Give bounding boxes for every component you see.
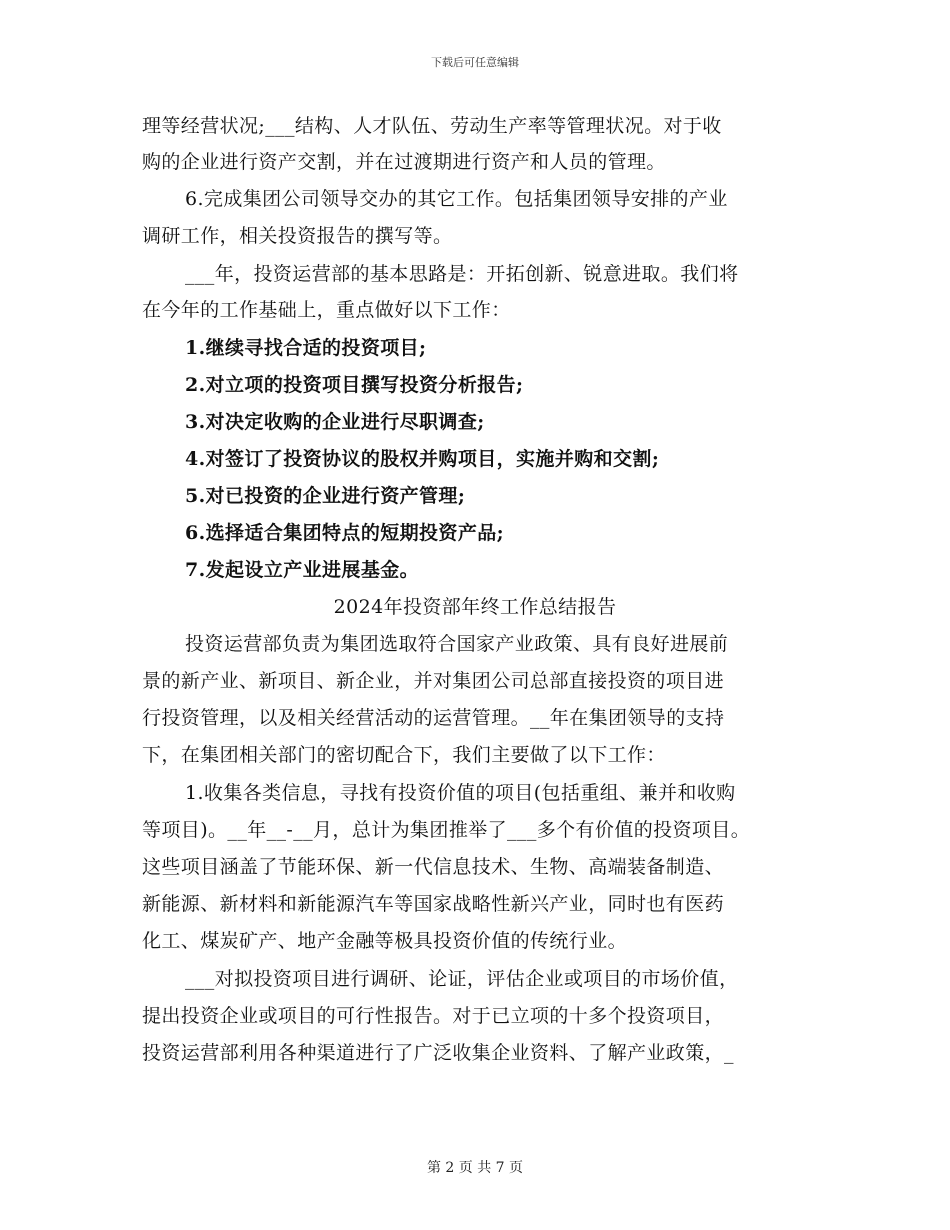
paragraph-line: 等项目)。__年__-__月，总计为集团推举了___多个有价值的投资项目。 <box>142 819 751 841</box>
paragraph-line: 这些项目涵盖了节能环保、新一代信息技术、生物、高端装备制造、 <box>142 856 725 878</box>
paragraph-line: 6.完成集团公司领导交办的其它工作。包括集团领导安排的产业 <box>185 188 728 210</box>
paragraph-line: 调研工作，相关投资报告的撰写等。 <box>142 225 453 247</box>
paragraph-line: 提出投资企业或项目的可行性报告。对于已立项的十多个投资项目， <box>142 1005 725 1027</box>
page-header-note: 下载后可任意编辑 <box>431 56 519 69</box>
paragraph-line: 1.收集各类信息，寻找有投资价值的项目(包括重组、兼并和收购 <box>185 782 736 804</box>
paragraph-line: 投资运营部负责为集团选取符合国家产业政策、具有良好进展前 <box>185 633 729 655</box>
paragraph-line: 行投资管理，以及相关经营活动的运营管理。__年在集团领导的支持 <box>142 707 725 729</box>
work-item-3: 3.对决定收购的企业进行尽职调查; <box>185 411 485 433</box>
paragraph-line: ___年，投资运营部的基本思路是：开拓创新、锐意进取。我们将 <box>185 263 739 285</box>
paragraph-line: 购的企业进行资产交割，并在过渡期进行资产和人员的管理。 <box>142 151 666 173</box>
work-item-2: 2.对立项的投资项目撰写投资分析报告; <box>185 374 524 396</box>
paragraph-line: 在今年的工作基础上，重点做好以下工作： <box>142 299 511 321</box>
paragraph-line: 化工、煤炭矿产、地产金融等极具投资价值的传统行业。 <box>142 930 628 952</box>
work-item-7: 7.发起设立产业进展基金。 <box>185 559 420 581</box>
work-item-6: 6.选择适合集团特点的短期投资产品; <box>185 522 505 544</box>
page-number: 第 2 页 共 7 页 <box>426 1160 524 1176</box>
paragraph-line: 投资运营部利用各种渠道进行了广泛收集企业资料、了解产业政策，_ <box>142 1042 734 1064</box>
paragraph-line: 新能源、新材料和新能源汽车等国家战略性新兴产业，同时也有医药 <box>142 893 725 915</box>
section-title: 2024年投资部年终工作总结报告 <box>333 596 617 618</box>
work-item-5: 5.对已投资的企业进行资产管理; <box>185 485 466 507</box>
paragraph-line: 景的新产业、新项目、新企业，并对集团公司总部直接投资的项目进 <box>142 670 725 692</box>
paragraph-line: ___对拟投资项目进行调研、论证，评估企业或项目的市场价值， <box>185 968 739 990</box>
paragraph-line: 下，在集团相关部门的密切配合下，我们主要做了以下工作： <box>142 744 666 766</box>
paragraph-line: 理等经营状况;___结构、人才队伍、劳动生产率等管理状况。对于收 <box>142 115 722 137</box>
work-item-4: 4.对签订了投资协议的股权并购项目，实施并购和交割; <box>185 448 660 470</box>
work-item-1: 1.继续寻找合适的投资项目; <box>185 337 427 359</box>
